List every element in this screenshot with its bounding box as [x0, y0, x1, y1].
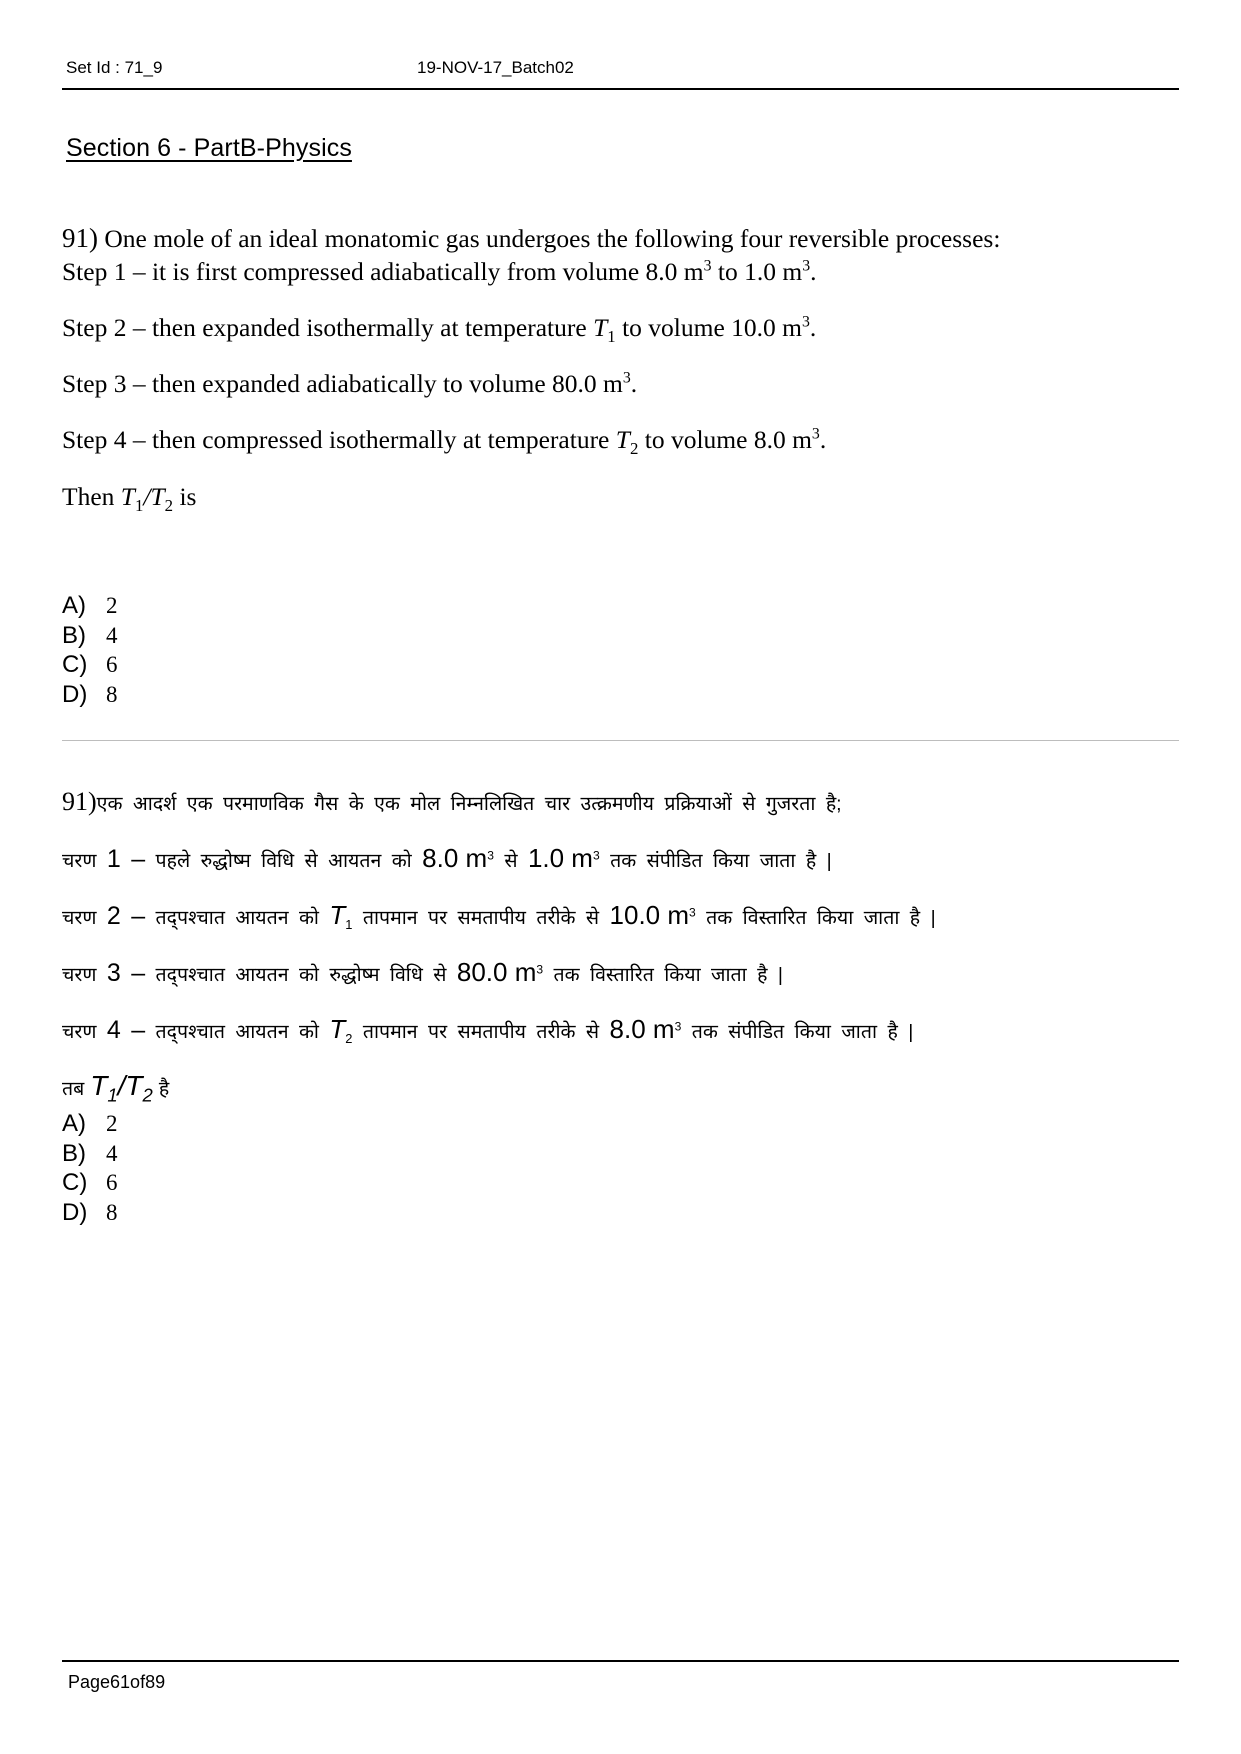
- hindi-step2-dash: –: [131, 902, 146, 930]
- english-option-d-label: D): [62, 680, 88, 708]
- hindi-option-b[interactable]: [62, 1140, 462, 1170]
- hindi-option-c-value: 6: [106, 1170, 118, 1195]
- hindi-step1-exponent-2: 3: [592, 848, 600, 863]
- hindi-then-slash: /: [117, 1070, 126, 1101]
- hindi-step2-text-3: तक विस्तारित किया जाता है |: [706, 907, 936, 929]
- hindi-intro-text: एक आदर्श एक परमाणविक गैस के एक मोल निम्नलिखित चार उत्क्रमणीय प्रक्रियाओं से गुजरता है;: [96, 793, 842, 815]
- english-question-intro: [62, 222, 1122, 288]
- hindi-step4-number: 4: [106, 1016, 121, 1044]
- hindi-step4-label: चरण: [62, 1021, 97, 1043]
- page-header: [62, 0, 1179, 100]
- english-step3-prefix: Step 3 – then expanded adiabatically to volume 80.0 m: [62, 369, 623, 398]
- english-option-b[interactable]: [62, 622, 462, 652]
- hindi-question-intro: [62, 788, 1142, 818]
- hindi-step4-text-2: तापमान पर समतापीय तरीके से: [362, 1021, 600, 1043]
- english-option-b-value: 4: [106, 622, 118, 648]
- english-question-number: 91): [62, 223, 98, 253]
- hindi-then-ratio: [84, 1070, 159, 1106]
- hindi-then-variable-2: T: [125, 1070, 143, 1101]
- hindi-option-a-label: A): [62, 1110, 86, 1137]
- english-option-c[interactable]: [62, 651, 462, 681]
- hindi-then-subscript-2: 2: [142, 1084, 153, 1106]
- hindi-step2-text-2: तापमान पर समतापीय तरीके से: [362, 907, 600, 929]
- english-step2-exponent: 3: [802, 313, 810, 331]
- english-then-line: [62, 456, 1122, 516]
- set-id-label: Set Id : 71_9: [66, 58, 163, 77]
- hindi-step4-text-3: तक संपीडित किया जाता है |: [691, 1021, 914, 1043]
- hindi-step1-value-2: 1.0 m: [527, 843, 593, 873]
- english-then-suffix: is: [173, 482, 197, 511]
- english-option-c-label: C): [62, 651, 88, 678]
- hindi-option-a-value: 2: [106, 1111, 118, 1136]
- hindi-step3-text-1: तद्पश्चात आयतन को रुद्धोष्म विधि से: [155, 964, 447, 986]
- section-divider: [62, 740, 1179, 741]
- english-step4-exponent: 3: [811, 425, 820, 443]
- hindi-then-prefix: तब: [62, 1078, 85, 1100]
- hindi-option-c-label: C): [62, 1169, 88, 1196]
- english-step4: [62, 400, 1122, 459]
- hindi-step1-value-1: 8.0 m: [422, 843, 488, 873]
- english-step1-prefix: Step 1 – it is first compressed adiabatically from volume 8.0 m: [62, 257, 704, 286]
- footer-divider: [62, 1660, 1179, 1662]
- hindi-step2-variable: T: [329, 900, 346, 930]
- english-option-a[interactable]: [62, 592, 462, 622]
- hindi-step3-number: 3: [106, 959, 121, 987]
- english-step2-mid: to volume 10.0 m: [615, 313, 802, 342]
- hindi-options-list: [62, 1110, 462, 1228]
- hindi-question-block: [62, 787, 1142, 1106]
- hindi-step1-text-2: से: [504, 850, 518, 872]
- hindi-step3-exponent-1: 3: [536, 962, 544, 977]
- hindi-step1-number: 1: [106, 845, 121, 873]
- hindi-step4-exponent-1: 3: [674, 1019, 682, 1034]
- english-option-d-value: 8: [106, 681, 118, 707]
- hindi-step1-text-3: तक संपीडित किया जाता है |: [610, 850, 832, 872]
- hindi-step4-value-1: 8.0 m: [609, 1014, 675, 1044]
- hindi-step2-subscript: 1: [345, 916, 353, 932]
- hindi-step1: [62, 818, 1142, 875]
- english-intro-text: One mole of an ideal monatomic gas undergoes the following four reversible processes:: [104, 224, 1001, 253]
- english-step3-exponent: 3: [622, 369, 631, 387]
- english-option-b-label: B): [62, 621, 86, 649]
- hindi-step1-exponent-1: 3: [487, 848, 494, 863]
- english-option-c-value: 6: [106, 652, 118, 677]
- english-then-variable-2: T: [150, 482, 165, 511]
- hindi-step3-value-1: 80.0 m: [456, 957, 537, 987]
- hindi-step2-number: 2: [106, 902, 121, 930]
- hindi-step2-value-1: 10.0 m: [609, 900, 690, 930]
- hindi-then-line: [62, 1046, 1142, 1106]
- hindi-step1-text-1: पहले रुद्धोष्म विधि से आयतन को: [155, 850, 412, 872]
- english-step3-suffix: .: [630, 369, 638, 398]
- english-step1-mid: to 1.0 m: [711, 257, 803, 286]
- english-step4-subscript: 2: [629, 439, 639, 459]
- english-step1-exponent-1: 3: [703, 257, 712, 275]
- hindi-option-d-value: 8: [106, 1199, 118, 1225]
- hindi-step4-subscript: 2: [345, 1030, 353, 1046]
- hindi-option-a[interactable]: [62, 1110, 462, 1140]
- english-step4-prefix: Step 4 – then compressed isothermally at temperature: [62, 425, 616, 454]
- hindi-step4: [62, 989, 1142, 1046]
- hindi-then-subscript-1: 1: [107, 1084, 118, 1106]
- english-option-a-value: 2: [106, 593, 118, 618]
- hindi-option-b-value: 4: [106, 1140, 118, 1166]
- english-then-subscript-1: 1: [134, 496, 144, 516]
- hindi-step3-text-2: तक विस्तारित किया जाता है |: [553, 964, 783, 986]
- hindi-step4-text-1: तद्पश्चात आयतन को: [155, 1021, 319, 1043]
- hindi-option-c[interactable]: [62, 1169, 462, 1199]
- english-step2-variable: T: [593, 313, 608, 342]
- english-step4-suffix: .: [819, 425, 827, 454]
- hindi-then-suffix: है: [158, 1078, 170, 1100]
- hindi-step4-variable: T: [329, 1014, 346, 1044]
- batch-label: 19-NOV-17_Batch02: [417, 58, 574, 77]
- hindi-option-d-label: D): [62, 1198, 88, 1226]
- english-step3: [62, 344, 1122, 400]
- english-step4-mid: to volume 8.0 m: [638, 425, 812, 454]
- english-options-list: [62, 592, 462, 710]
- english-then-subscript-2: 2: [164, 496, 174, 516]
- hindi-step1-label: चरण: [62, 850, 97, 872]
- english-step2-subscript: 1: [607, 327, 616, 347]
- english-then-slash: /: [143, 482, 151, 511]
- english-step4-variable: T: [615, 425, 630, 454]
- english-question-block: [62, 222, 1122, 516]
- english-option-d[interactable]: [62, 681, 462, 711]
- english-then-prefix: Then: [62, 482, 121, 511]
- hindi-option-d[interactable]: [62, 1199, 462, 1229]
- hindi-step2-text-1: तद्पश्चात आयतन को: [155, 907, 319, 929]
- hindi-step2-exponent-1: 3: [689, 905, 696, 920]
- hindi-step3-label: चरण: [62, 964, 97, 986]
- hindi-step3-dash: –: [131, 959, 146, 987]
- hindi-step2-label: चरण: [62, 907, 97, 929]
- section-title: Section 6 - PartB-Physics: [66, 134, 352, 162]
- english-step2: [62, 288, 1122, 347]
- english-option-a-label: A): [62, 592, 86, 619]
- english-then-variable-1: T: [120, 482, 135, 511]
- english-step2-prefix: Step 2 – then expanded isothermally at temperature: [62, 313, 594, 342]
- header-divider: [62, 88, 1179, 90]
- english-step1-exponent-2: 3: [802, 257, 811, 275]
- hindi-option-b-label: B): [62, 1139, 86, 1167]
- hindi-step3: [62, 932, 1142, 989]
- hindi-step1-dash: –: [131, 845, 146, 873]
- hindi-question-number: 91): [62, 787, 97, 816]
- page-number-label: Page61of89: [68, 1672, 166, 1692]
- english-step2-suffix: .: [809, 313, 817, 342]
- hindi-step2: [62, 875, 1142, 932]
- english-step1-suffix: .: [810, 257, 817, 286]
- hindi-then-variable-1: T: [90, 1070, 108, 1101]
- hindi-step4-dash: –: [131, 1016, 146, 1044]
